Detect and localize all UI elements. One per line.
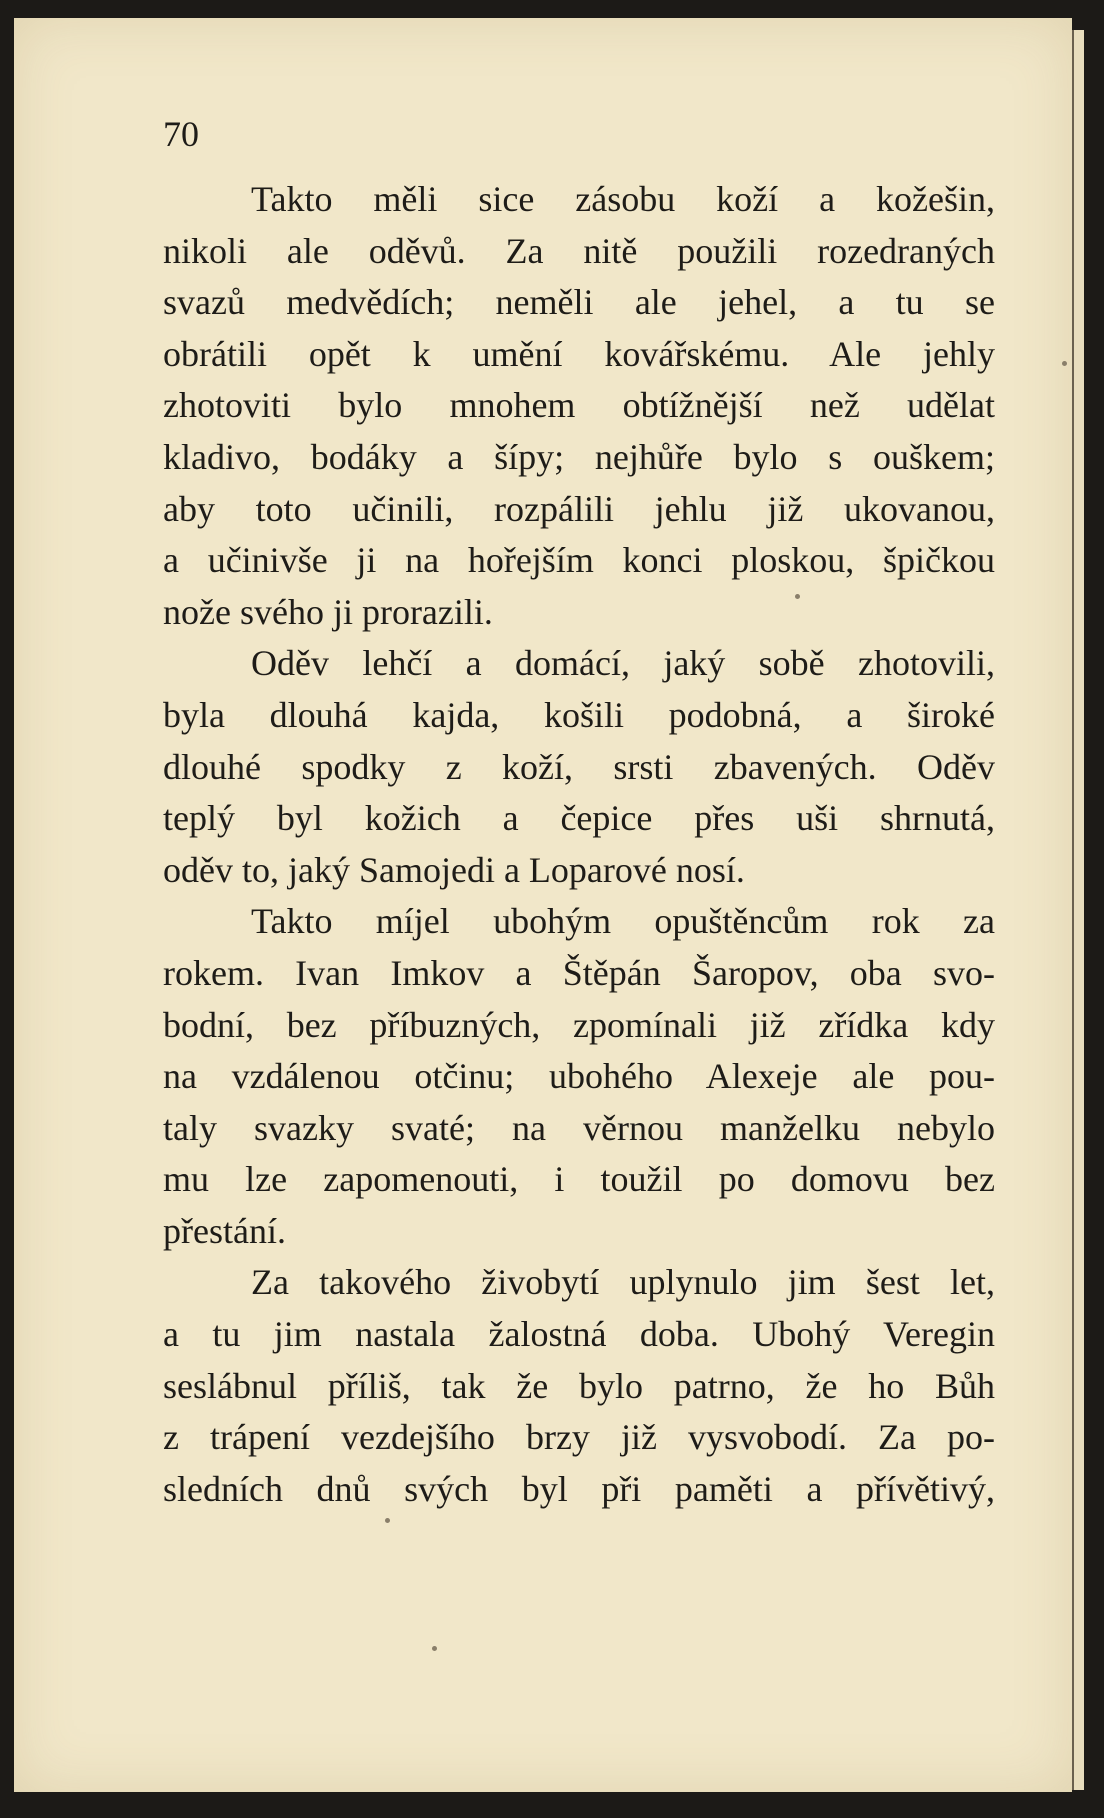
text-line: z trápení vezdejšího brzy již vysvobodí. Za po- [163,1417,995,1458]
text-line: a tu jim nastala žalostná doba. Ubohý Veregin [163,1314,995,1355]
paragraph [163,638,995,896]
text-line: Oděv lehčí a domácí, jaký sobě zhotovili, [251,643,995,684]
paper-speck [1062,361,1067,366]
paper-speck [385,1518,390,1523]
text-line: oděv to, jaký Samojedi a Loparové nosí. [163,849,745,890]
text-line: Takto měli sice zásobu koží a kožešin, [251,179,995,219]
text-line: mu lze zapomenouti, i toužil po domovu bez [163,1159,995,1200]
text-line: kladivo, bodáky a šípy; nejhůře bylo s ouškem; [163,436,995,477]
text-line: na vzdálenou otčinu; ubohého Alexeje ale pou- [163,1056,995,1097]
text-line: svazů medvědích; neměli ale jehel, a tu se [163,282,995,323]
text-line: byla dlouhá kajda, košili podobná, a široké [163,694,995,735]
text-line: rokem. Ivan Imkov a Štěpán Šaropov, oba svo- [163,952,995,993]
body-text [163,174,995,1515]
text-line: sledních dnů svých byl při paměti a přívětivý, [163,1468,995,1509]
text-line: přestání. [163,1210,286,1251]
text-line: aby toto učinili, rozpálili jehlu již ukovanou, [163,488,995,529]
text-line: Takto míjel ubohým opuštěncům rok za [251,901,995,942]
text-line: teplý byl kožich a čepice přes uši shrnutá, [163,798,995,839]
page-number: 70 [163,114,199,154]
text-line: Za takového živobytí uplynulo jim šest let, [251,1262,995,1303]
page-edge [1072,30,1084,1790]
text-line: a učinivše ji na hořejším konci ploskou, špičkou [163,540,995,581]
paragraph [163,896,995,1257]
text-line: bodní, bez příbuzných, zpomínali již zřídka kdy [163,1004,995,1045]
text-line: taly svazky svaté; na věrnou manželku nebylo [163,1107,995,1148]
paragraph [163,174,995,638]
text-line: zhotoviti bylo mnohem obtížnější než udělat [163,385,995,426]
paper-speck [432,1646,437,1651]
paragraph [163,1257,995,1515]
text-line: seslábnul příliš, tak že bylo patrno, že ho Bůh [163,1365,995,1406]
text-line: nikoli ale oděvů. Za nitě použili rozedraných [163,230,995,271]
text-line: obrátili opět k umění kovářskému. Ale jehly [163,333,995,374]
text-line: nože svého ji prorazili. [163,591,493,632]
text-line: dlouhé spodky z koží, srsti zbavených. Oděv [163,746,995,787]
